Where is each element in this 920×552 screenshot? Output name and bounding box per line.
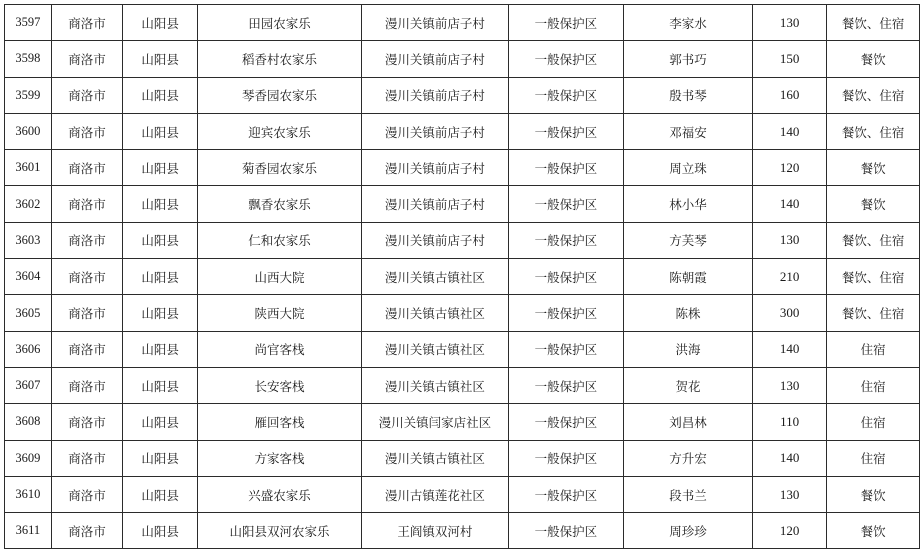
service-type-cell: 餐饮	[827, 150, 920, 186]
city-cell: 商洛市	[51, 222, 123, 258]
city-cell: 商洛市	[51, 259, 123, 295]
protection-zone-cell: 一般保护区	[508, 331, 623, 367]
row-number: 3599	[5, 77, 52, 113]
service-type-cell: 餐饮、住宿	[827, 295, 920, 331]
service-type-cell: 餐饮	[827, 186, 920, 222]
city-cell: 商洛市	[51, 113, 123, 149]
address-cell: 王阎镇双河村	[362, 513, 509, 549]
capacity-cell: 140	[752, 186, 826, 222]
city-cell: 商洛市	[51, 77, 123, 113]
table-row	[5, 222, 920, 258]
business-name-cell: 迎宾农家乐	[197, 113, 361, 149]
business-name-cell: 山西大院	[197, 259, 361, 295]
owner-cell: 陈株	[624, 295, 753, 331]
owner-cell: 周立珠	[624, 150, 753, 186]
address-cell: 漫川关镇前店子村	[362, 222, 509, 258]
owner-cell: 陈朝霞	[624, 259, 753, 295]
service-type-cell: 住宿	[827, 367, 920, 403]
service-type-cell: 餐饮、住宿	[827, 222, 920, 258]
address-cell: 漫川关镇前店子村	[362, 186, 509, 222]
protection-zone-cell: 一般保护区	[508, 404, 623, 440]
county-cell: 山阳县	[123, 331, 198, 367]
protection-zone-cell: 一般保护区	[508, 222, 623, 258]
business-name-cell: 方家客栈	[197, 440, 361, 476]
city-cell: 商洛市	[51, 367, 123, 403]
owner-cell: 殷书琴	[624, 77, 753, 113]
city-cell: 商洛市	[51, 404, 123, 440]
business-name-cell: 仁和农家乐	[197, 222, 361, 258]
city-cell: 商洛市	[51, 295, 123, 331]
owner-cell: 刘昌林	[624, 404, 753, 440]
table-row	[5, 513, 920, 549]
owner-cell: 贺花	[624, 367, 753, 403]
capacity-cell: 140	[752, 440, 826, 476]
business-name-cell: 山阳县双河农家乐	[197, 513, 361, 549]
county-cell: 山阳县	[123, 295, 198, 331]
service-type-cell: 住宿	[827, 404, 920, 440]
protection-zone-cell: 一般保护区	[508, 259, 623, 295]
data-table	[4, 4, 920, 549]
protection-zone-cell: 一般保护区	[508, 440, 623, 476]
row-number: 3604	[5, 259, 52, 295]
row-number: 3609	[5, 440, 52, 476]
city-cell: 商洛市	[51, 476, 123, 512]
address-cell: 漫川关镇前店子村	[362, 150, 509, 186]
county-cell: 山阳县	[123, 113, 198, 149]
protection-zone-cell: 一般保护区	[508, 150, 623, 186]
table-row	[5, 5, 920, 41]
table-row	[5, 150, 920, 186]
capacity-cell: 130	[752, 5, 826, 41]
table-row	[5, 186, 920, 222]
business-name-cell: 兴盛农家乐	[197, 476, 361, 512]
county-cell: 山阳县	[123, 41, 198, 77]
row-number: 3611	[5, 513, 52, 549]
capacity-cell: 150	[752, 41, 826, 77]
county-cell: 山阳县	[123, 77, 198, 113]
table-row	[5, 476, 920, 512]
protection-zone-cell: 一般保护区	[508, 295, 623, 331]
business-name-cell: 田园农家乐	[197, 5, 361, 41]
address-cell: 漫川关镇前店子村	[362, 41, 509, 77]
business-name-cell: 尚官客栈	[197, 331, 361, 367]
city-cell: 商洛市	[51, 513, 123, 549]
table-row	[5, 404, 920, 440]
protection-zone-cell: 一般保护区	[508, 5, 623, 41]
county-cell: 山阳县	[123, 5, 198, 41]
service-type-cell: 餐饮	[827, 513, 920, 549]
service-type-cell: 餐饮、住宿	[827, 5, 920, 41]
table-body	[5, 5, 920, 549]
city-cell: 商洛市	[51, 5, 123, 41]
row-number: 3608	[5, 404, 52, 440]
county-cell: 山阳县	[123, 440, 198, 476]
capacity-cell: 140	[752, 113, 826, 149]
table-row	[5, 295, 920, 331]
capacity-cell: 160	[752, 77, 826, 113]
protection-zone-cell: 一般保护区	[508, 513, 623, 549]
city-cell: 商洛市	[51, 186, 123, 222]
business-name-cell: 飘香农家乐	[197, 186, 361, 222]
capacity-cell: 110	[752, 404, 826, 440]
city-cell: 商洛市	[51, 440, 123, 476]
protection-zone-cell: 一般保护区	[508, 41, 623, 77]
service-type-cell: 餐饮	[827, 476, 920, 512]
capacity-cell: 130	[752, 222, 826, 258]
protection-zone-cell: 一般保护区	[508, 77, 623, 113]
business-name-cell: 稻香村农家乐	[197, 41, 361, 77]
protection-zone-cell: 一般保护区	[508, 186, 623, 222]
county-cell: 山阳县	[123, 222, 198, 258]
capacity-cell: 130	[752, 476, 826, 512]
row-number: 3606	[5, 331, 52, 367]
address-cell: 漫川关镇前店子村	[362, 77, 509, 113]
row-number: 3605	[5, 295, 52, 331]
owner-cell: 林小华	[624, 186, 753, 222]
address-cell: 漫川古镇莲花社区	[362, 476, 509, 512]
business-name-cell: 长安客栈	[197, 367, 361, 403]
row-number: 3603	[5, 222, 52, 258]
service-type-cell: 餐饮、住宿	[827, 113, 920, 149]
county-cell: 山阳县	[123, 404, 198, 440]
row-number: 3600	[5, 113, 52, 149]
address-cell: 漫川关镇古镇社区	[362, 367, 509, 403]
table-row	[5, 331, 920, 367]
row-number: 3610	[5, 476, 52, 512]
business-name-cell: 陕西大院	[197, 295, 361, 331]
business-name-cell: 琴香园农家乐	[197, 77, 361, 113]
address-cell: 漫川关镇闫家店社区	[362, 404, 509, 440]
owner-cell: 李家水	[624, 5, 753, 41]
address-cell: 漫川关镇古镇社区	[362, 295, 509, 331]
county-cell: 山阳县	[123, 186, 198, 222]
owner-cell: 方升宏	[624, 440, 753, 476]
capacity-cell: 210	[752, 259, 826, 295]
owner-cell: 段书兰	[624, 476, 753, 512]
address-cell: 漫川关镇古镇社区	[362, 440, 509, 476]
row-number: 3601	[5, 150, 52, 186]
owner-cell: 邓福安	[624, 113, 753, 149]
table-row	[5, 41, 920, 77]
service-type-cell: 住宿	[827, 331, 920, 367]
service-type-cell: 餐饮、住宿	[827, 77, 920, 113]
address-cell: 漫川关镇古镇社区	[362, 331, 509, 367]
county-cell: 山阳县	[123, 476, 198, 512]
address-cell: 漫川关镇古镇社区	[362, 259, 509, 295]
owner-cell: 方芙琴	[624, 222, 753, 258]
owner-cell: 周珍珍	[624, 513, 753, 549]
city-cell: 商洛市	[51, 331, 123, 367]
table-row	[5, 367, 920, 403]
capacity-cell: 130	[752, 367, 826, 403]
protection-zone-cell: 一般保护区	[508, 367, 623, 403]
table-row	[5, 77, 920, 113]
table-row	[5, 113, 920, 149]
row-number: 3602	[5, 186, 52, 222]
service-type-cell: 餐饮、住宿	[827, 259, 920, 295]
table-row	[5, 440, 920, 476]
protection-zone-cell: 一般保护区	[508, 476, 623, 512]
county-cell: 山阳县	[123, 513, 198, 549]
address-cell: 漫川关镇前店子村	[362, 5, 509, 41]
table-row	[5, 259, 920, 295]
service-type-cell: 住宿	[827, 440, 920, 476]
business-name-cell: 菊香园农家乐	[197, 150, 361, 186]
business-name-cell: 雁回客栈	[197, 404, 361, 440]
owner-cell: 洪海	[624, 331, 753, 367]
capacity-cell: 120	[752, 150, 826, 186]
owner-cell: 郭书巧	[624, 41, 753, 77]
county-cell: 山阳县	[123, 259, 198, 295]
row-number: 3598	[5, 41, 52, 77]
city-cell: 商洛市	[51, 150, 123, 186]
service-type-cell: 餐饮	[827, 41, 920, 77]
protection-zone-cell: 一般保护区	[508, 113, 623, 149]
county-cell: 山阳县	[123, 150, 198, 186]
capacity-cell: 140	[752, 331, 826, 367]
row-number: 3607	[5, 367, 52, 403]
county-cell: 山阳县	[123, 367, 198, 403]
capacity-cell: 120	[752, 513, 826, 549]
capacity-cell: 300	[752, 295, 826, 331]
row-number: 3597	[5, 5, 52, 41]
address-cell: 漫川关镇前店子村	[362, 113, 509, 149]
city-cell: 商洛市	[51, 41, 123, 77]
